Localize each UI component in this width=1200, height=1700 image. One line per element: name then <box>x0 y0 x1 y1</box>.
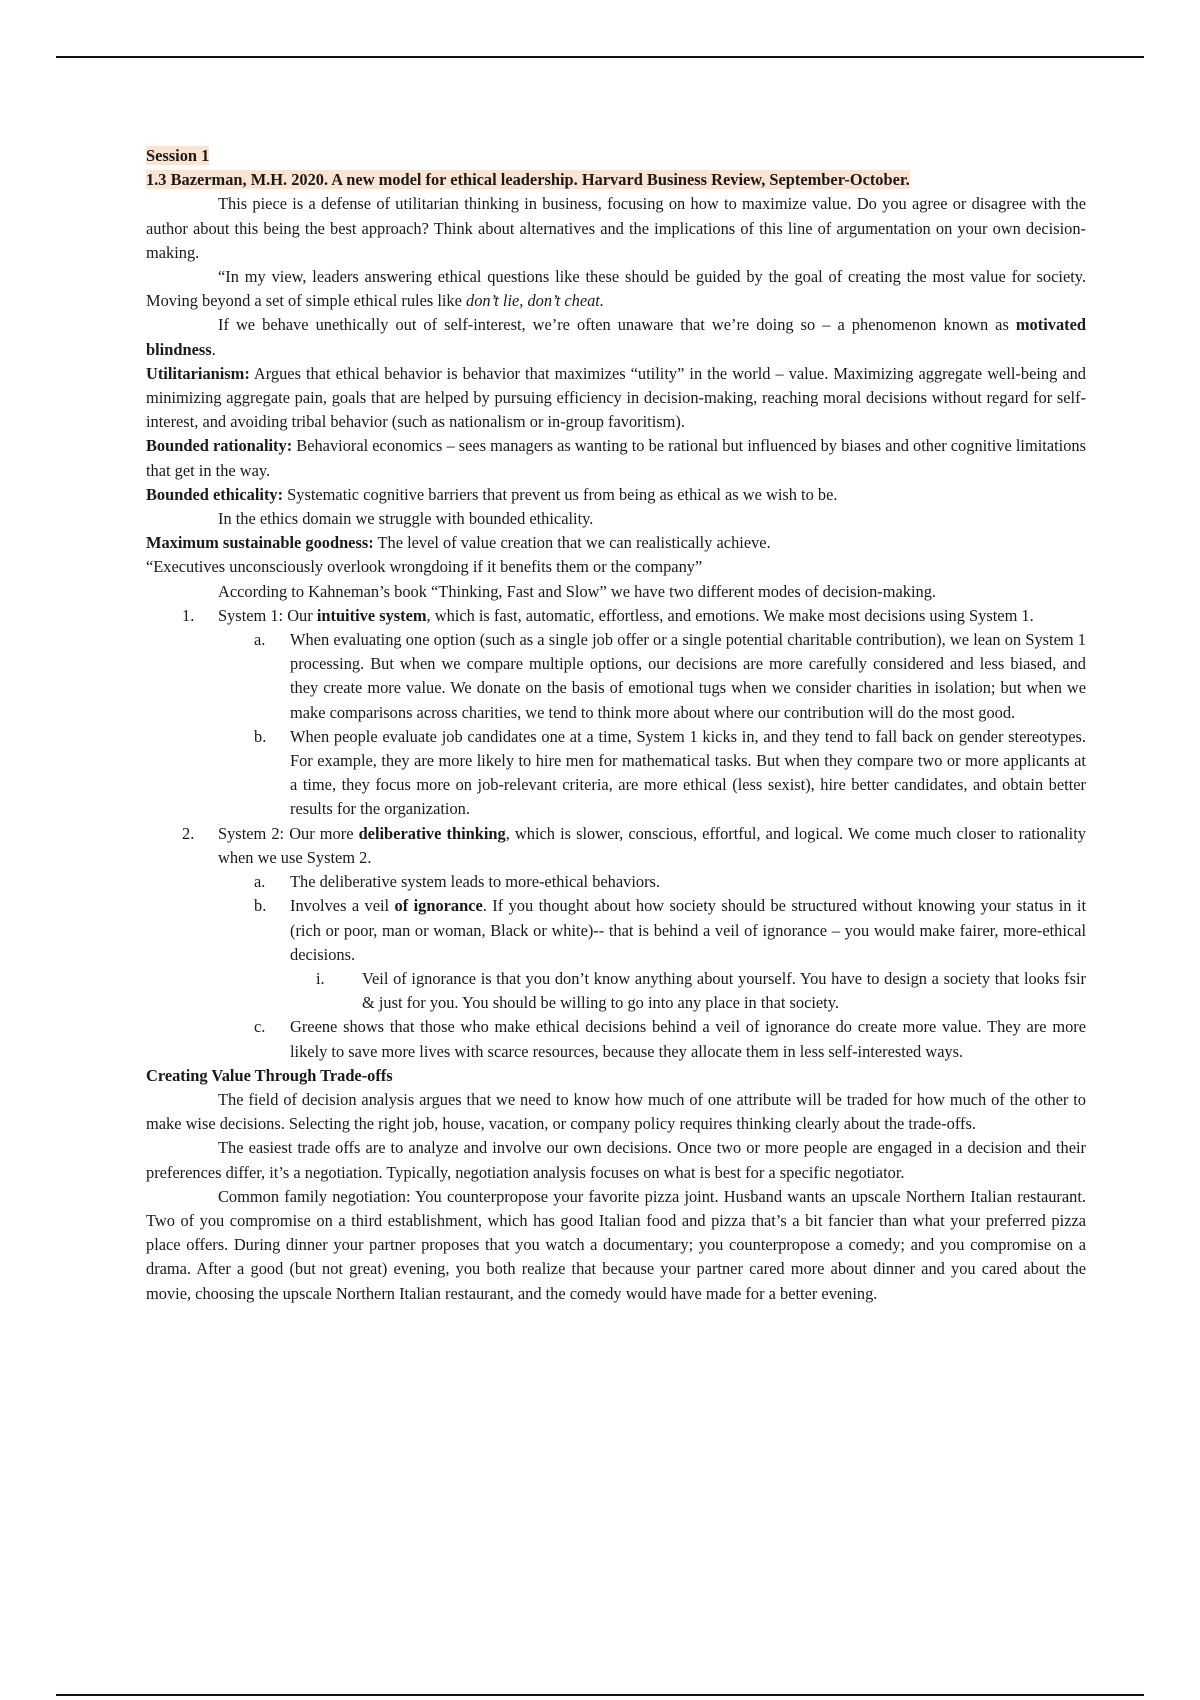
session-title: Session 1 <box>146 146 210 165</box>
list-item-system-2-a: a. The deliberative system leads to more-ethical behaviors. <box>146 870 1086 894</box>
tradeoffs-paragraph-1: The field of decision analysis argues that we need to know how much of one attribute will be traded for how much of the other to make wise decisions. Selecting the right job, house, vacation, or company policy requires thinking clearly about the trade-offs. <box>146 1089 1086 1134</box>
list-item-system-2-c: c. Greene shows that those who make ethical decisions behind a veil of ignorance do create more value. They are more likely to save more lives with scarce resources, because they allocate them in less self-interested ways. <box>254 1017 1086 1061</box>
list-letter: a. <box>254 872 266 892</box>
list-item-system-1-a: a. When evaluating one option (such as a single job offer or a single potential charitable contribution), we lean on System 1 processing. But when we compare multiple options, our decisions are more carefully considered and less biased, and they create more value. We donate on the basis of emotional tugs when we consider charities in isolation; but when we make comparisons across charities, we tend to think more about where our contribution will do the most good. <box>254 630 1086 722</box>
intro-paragraph: This piece is a defense of utilitarian thinking in business, focusing on how to maximize value. Do you agree or disagree with the author about this being the best approach? Think about alternatives and the implications of this line of argumentation on your own decision-making. <box>146 194 1086 262</box>
header-rule <box>56 56 1144 58</box>
quote-paragraph: “In my view, leaders answering ethical questions like these should be guided by the goal of creating the most value for society. Moving beyond a set of simple ethical rules like don’t lie, don’t cheat. <box>146 267 1086 311</box>
list-number: 1. <box>182 605 195 625</box>
ethics-domain-line: In the ethics domain we struggle with bounded ethicality. <box>218 509 594 529</box>
list-item-system-2-b: b. Involves a veil of ignorance. If you thought about how society should be structured without knowing your status in it (rich or poor, man or woman, Black or white)-- that is behind a veil of ignorance – you would make fairer, more-ethical decisions. <box>254 896 1086 964</box>
list-letter: c. <box>254 1017 266 1037</box>
tradeoffs-paragraph-2: The easiest trade offs are to analyze and involve our own decisions. Once two or more people are engaged in a decision and their preferences differ, it’s a negotiation. Typically, negotiation analysis focuses on what is best for a specific negotiator. <box>146 1138 1086 1182</box>
executives-quote: “Executives unconsciously overlook wrongdoing if it benefits them or the company” <box>146 557 703 577</box>
reading-title: 1.3 Bazerman, M.H. 2020. A new model for ethical leadership. Harvard Business Review, September-October. <box>146 170 910 190</box>
document-body <box>146 144 1086 1306</box>
list-item-system-1-b: b. When people evaluate job candidates one at a time, System 1 kicks in, and they tend to fall back on gender stereotypes. For example, they are more likely to hire men for mathematical tasks. But when they compare two or more applicants at a time, they focus more on job-relevant criteria, are more ethical (less sexist), hire better candidates, and obtain better results for the organization. <box>254 726 1086 819</box>
list-item-system-2: 2. System 2: Our more deliberative thinking, which is slower, conscious, effortful, and logical. We come much closer to rationality when we use System 2. <box>182 823 1086 867</box>
bounded-ethicality-definition: Bounded ethicality: Systematic cognitive barriers that prevent us from being as ethical as we wish to be. <box>146 484 838 504</box>
kahneman-line: According to Kahneman’s book “Thinking, Fast and Slow” we have two different modes of decision-making. <box>218 581 936 601</box>
list-letter: b. <box>254 726 267 746</box>
tradeoffs-heading: Creating Value Through Trade-offs <box>146 1065 393 1085</box>
motivated-blindness-paragraph: If we behave unethically out of self-interest, we’re often unaware that we’re doing so – a phenomenon known as motivated blindness. <box>146 315 1086 359</box>
footer-rule <box>56 1694 1144 1696</box>
bounded-rationality-definition: Bounded rationality: Behavioral economics – sees managers as wanting to be rational but influenced by biases and other cognitive limitations that get in the way. <box>146 436 1086 480</box>
tradeoffs-paragraph-3: Common family negotiation: You counterpropose your favorite pizza joint. Husband wants an upscale Northern Italian restaurant. Two of you compromise on a third establishment, which has good Italian food and pizza that’s a bit fancier than what your preferred pizza place offers. During dinner your partner proposes that you watch a documentary; you counterpropose a comedy; and you compromise on a drama. After a good (but not great) evening, you both realize that because your partner cared more about dinner and you cared about the movie, choosing the upscale Northern Italian restaurant, and the comedy would have made for a better evening. <box>146 1186 1086 1303</box>
list-item-system-1: 1. System 1: Our intuitive system, which is fast, automatic, effortless, and emotions. We make most decisions using System 1. <box>146 604 1086 628</box>
utilitarianism-definition: Utilitarianism: Argues that ethical behavior is behavior that maximizes “utility” in the world – value. Maximizing aggregate well-being and minimizing aggregate pain, goals that are helped by pursuing efficiency in decision-making, reaching moral decisions without regard for self-interest, and avoiding tribal behavior (such as nationalism or in-group favoritism). <box>146 363 1086 432</box>
max-goodness-definition: Maximum sustainable goodness: The level of value creation that we can realistically achieve. <box>146 533 771 553</box>
list-letter: a. <box>254 630 266 650</box>
list-number: 2. <box>182 823 195 843</box>
list-letter: b. <box>254 896 267 916</box>
list-item-system-2-b-i: i. Veil of ignorance is that you don’t know anything about yourself. You have to design a society that looks fsir & just for you. You should be willing to go into any place in that society. <box>316 968 1086 1013</box>
list-numeral: i. <box>316 968 325 988</box>
